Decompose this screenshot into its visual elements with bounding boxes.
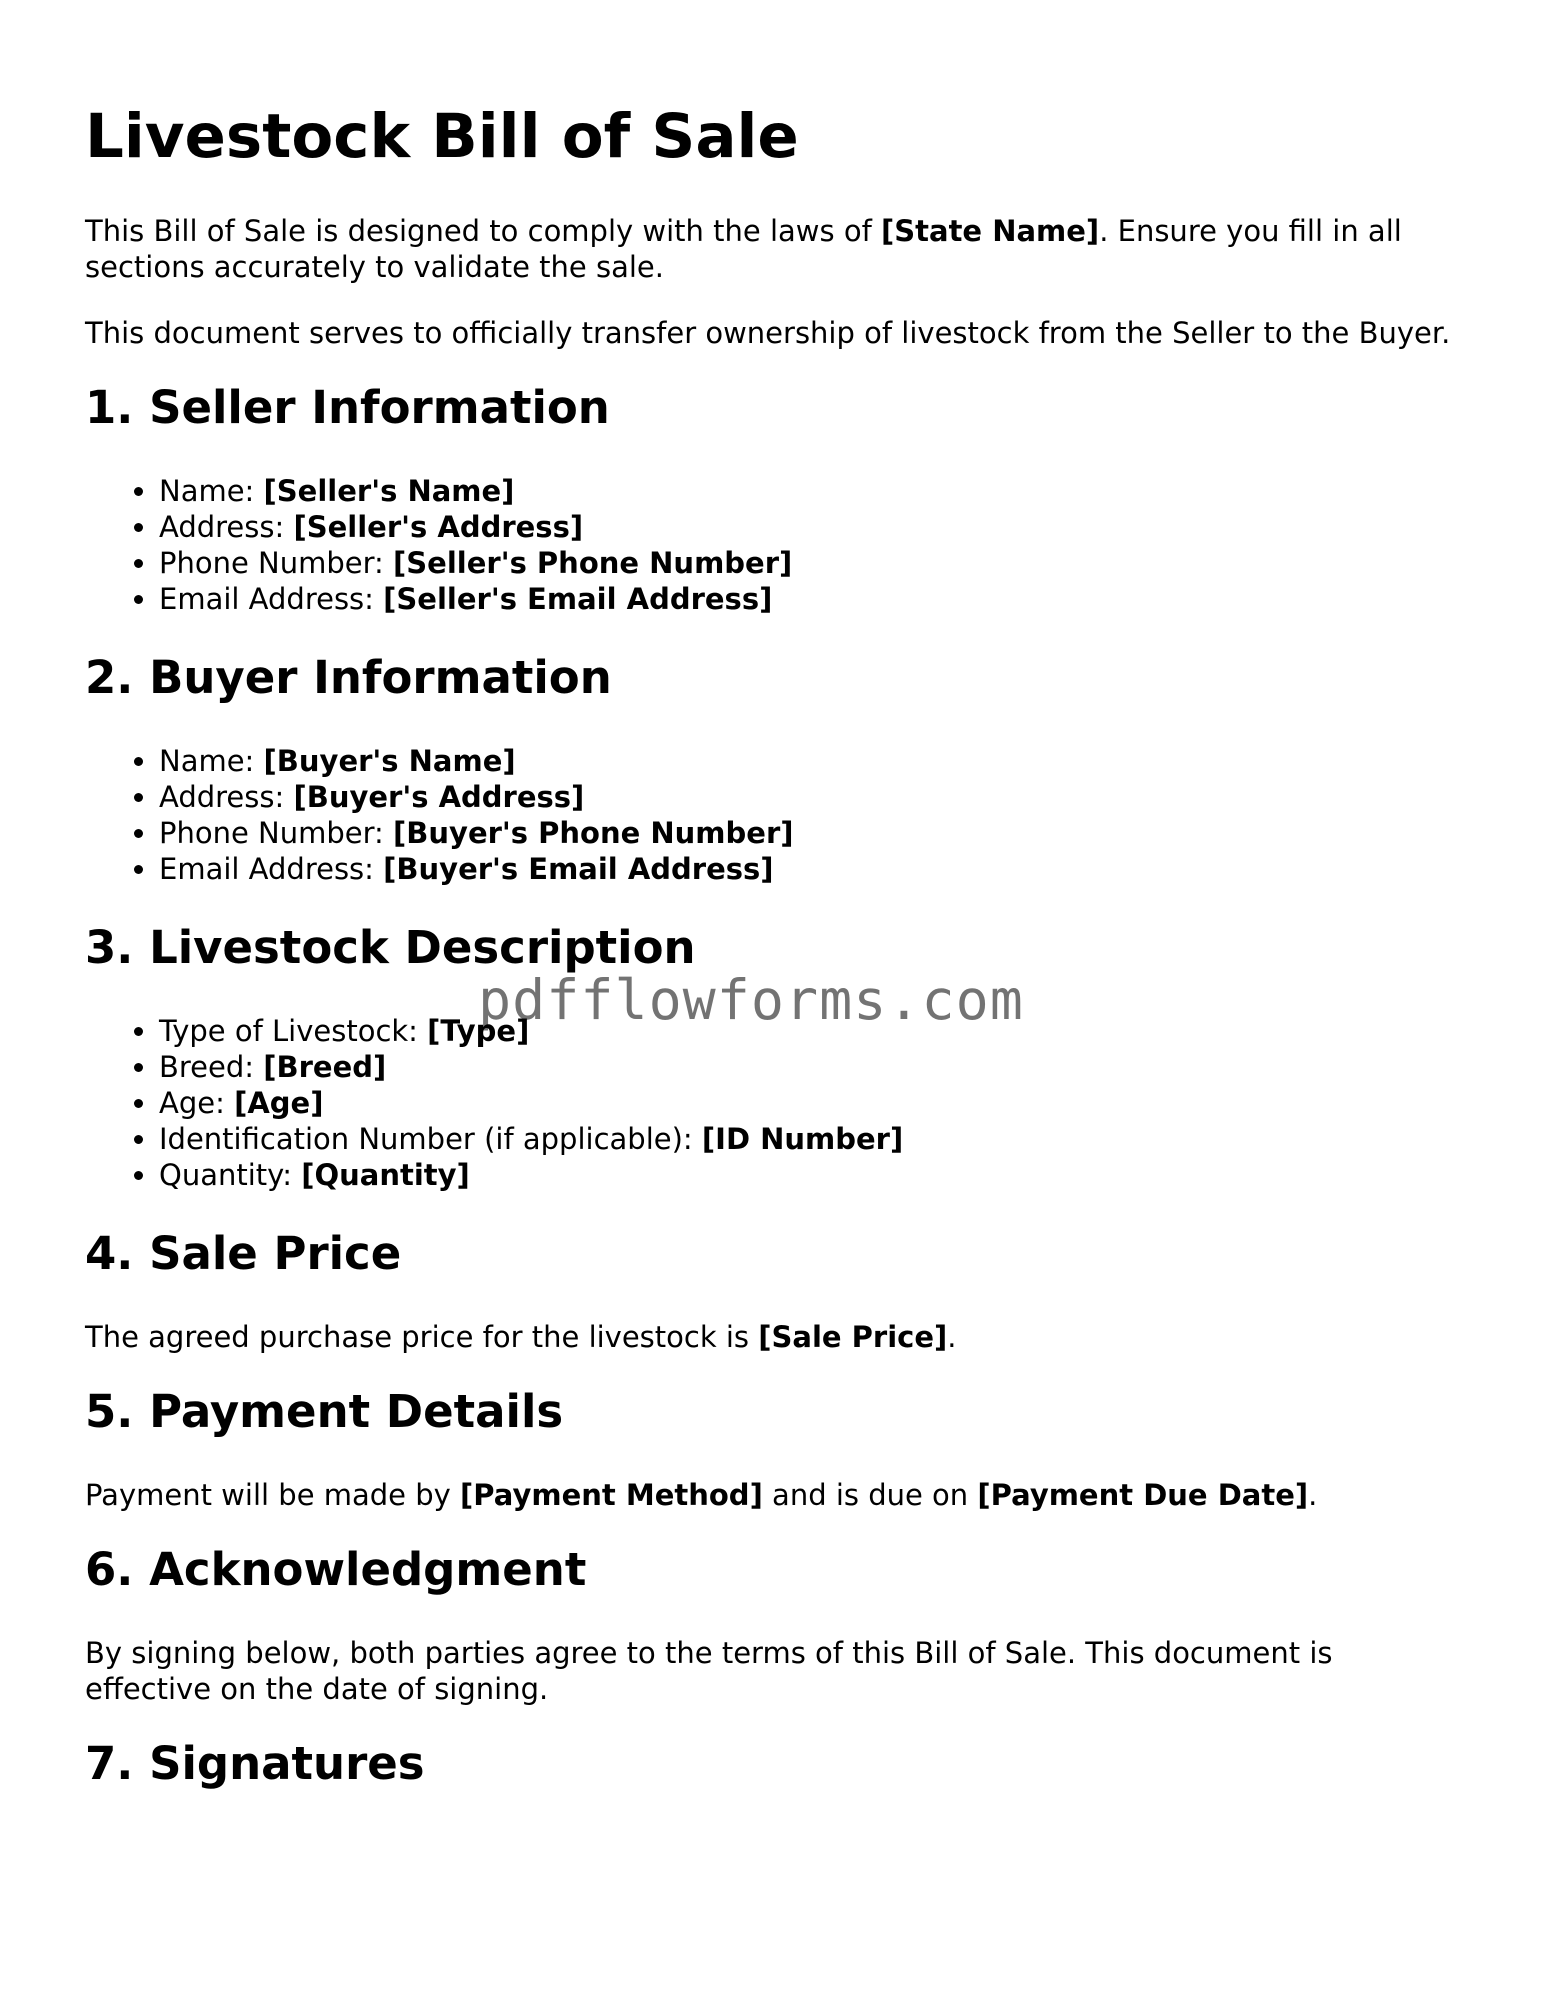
field-placeholder: [Breed] [263, 1050, 387, 1085]
intro-text-after: . Ensure you fill in all sections accurately to validate the sale. [85, 214, 1402, 285]
field-placeholder: [Seller's Address] [293, 510, 584, 545]
payment-text-before: Payment will be made by [85, 1478, 461, 1513]
field-label: Phone Number: [159, 816, 394, 851]
field-label: Breed: [159, 1050, 264, 1085]
seller-info-list [85, 473, 1455, 617]
livestock-info-list [85, 1013, 1455, 1193]
list-item [159, 1157, 1455, 1193]
acknowledgment-section-heading: 6. Acknowledgment [85, 1543, 587, 1597]
payment-method-placeholder: [Payment Method] [460, 1478, 763, 1513]
list-item [159, 815, 1455, 851]
field-label: Name: [159, 744, 264, 779]
field-label: Identification Number (if applicable): [159, 1122, 702, 1157]
list-item [159, 509, 1455, 545]
document-page [85, 100, 1455, 1829]
payment-text-after: . [1308, 1478, 1318, 1513]
field-label: Type of Livestock: [159, 1014, 428, 1049]
field-label: Address: [159, 510, 294, 545]
list-item [159, 1013, 1455, 1049]
field-label: Phone Number: [159, 546, 394, 581]
payment-text-middle: and is due on [762, 1478, 978, 1513]
sale-price-placeholder: [Sale Price] [758, 1320, 948, 1355]
watermark: pdfflowforms.com [478, 968, 1024, 1032]
field-label: Quantity: [159, 1158, 302, 1193]
field-placeholder: [Buyer's Email Address] [383, 852, 774, 887]
list-item [159, 1049, 1455, 1085]
intro-paragraph-1 [85, 213, 1455, 285]
livestock-section-heading: 3. Livestock Description [85, 921, 696, 975]
list-item [159, 545, 1455, 581]
sale-price-section-heading: 4. Sale Price [85, 1227, 402, 1281]
field-placeholder: [Seller's Name] [263, 474, 515, 509]
seller-section-heading: 1. Seller Information [85, 381, 610, 435]
sale-price-paragraph [85, 1319, 1455, 1355]
buyer-section-heading: 2. Buyer Information [85, 651, 612, 705]
field-placeholder: [Buyer's Address] [293, 780, 585, 815]
field-placeholder: [Seller's Phone Number] [393, 546, 793, 581]
intro-paragraph-2: This document serves to officially transfer ownership of livestock from the Seller to the Buyer. [85, 316, 1451, 351]
field-placeholder: [Age] [234, 1086, 324, 1121]
sale-price-text-after: . [947, 1320, 957, 1355]
field-label: Name: [159, 474, 264, 509]
field-placeholder: [Type] [427, 1014, 530, 1049]
signatures-section-heading: 7. Signatures [85, 1737, 425, 1791]
field-placeholder: [Buyer's Name] [263, 744, 516, 779]
field-label: Age: [159, 1086, 235, 1121]
field-label: Email Address: [159, 582, 384, 617]
acknowledgment-paragraph: By signing below, both parties agree to the terms of this Bill of Sale. This document is effective on the date of signing. [85, 1636, 1333, 1707]
payment-section-heading: 5. Payment Details [85, 1385, 564, 1439]
list-item [159, 1085, 1455, 1121]
list-item [159, 779, 1455, 815]
payment-due-date-placeholder: [Payment Due Date] [977, 1478, 1309, 1513]
field-placeholder: [Seller's Email Address] [383, 582, 773, 617]
field-label: Email Address: [159, 852, 384, 887]
field-placeholder: [Quantity] [301, 1158, 470, 1193]
list-item [159, 851, 1455, 887]
sale-price-text-before: The agreed purchase price for the livestock is [85, 1320, 759, 1355]
field-placeholder: [Buyer's Phone Number] [393, 816, 794, 851]
field-placeholder: [ID Number] [701, 1122, 904, 1157]
field-label: Address: [159, 780, 294, 815]
list-item [159, 473, 1455, 509]
document-title: Livestock Bill of Sale [85, 101, 799, 172]
list-item [159, 1121, 1455, 1157]
state-name-placeholder: [State Name] [881, 214, 1100, 249]
buyer-info-list [85, 743, 1455, 887]
payment-paragraph [85, 1477, 1455, 1513]
list-item [159, 743, 1455, 779]
list-item [159, 581, 1455, 617]
intro-text-before: This Bill of Sale is designed to comply with the laws of [85, 214, 881, 249]
